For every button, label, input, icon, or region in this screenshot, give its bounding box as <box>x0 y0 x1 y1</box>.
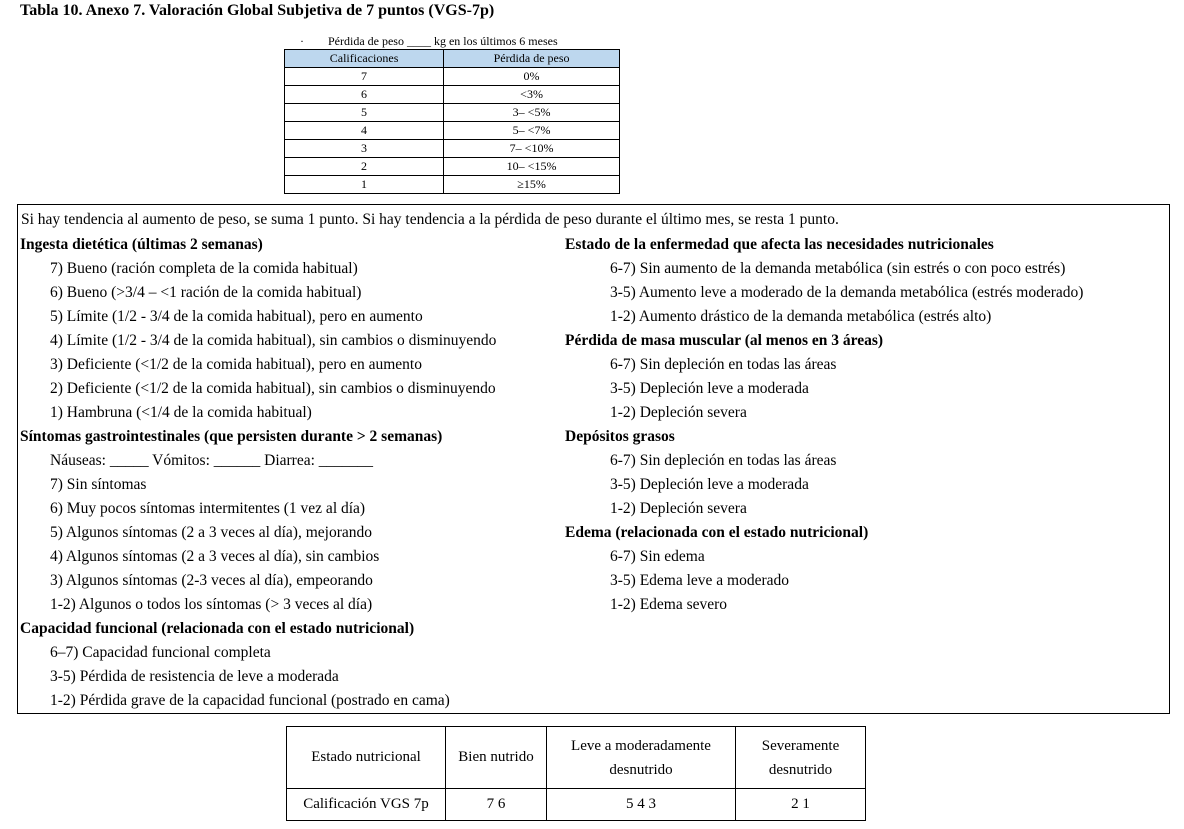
weight-caption: · Pérdida de peso ____ kg en los últimos 6 meses <box>300 34 558 48</box>
cell: 0% <box>444 68 620 86</box>
table-row <box>285 158 620 176</box>
cell: ≥15% <box>444 176 620 194</box>
list-item: 1-2) Aumento drástico de la demanda metabólica (estrés alto) <box>610 308 992 325</box>
header-cell: Pérdida de peso <box>444 50 620 68</box>
right-column <box>565 233 1165 617</box>
list-item: 4) Límite (1/2 - 3/4 de la comida habitual), sin cambios o disminuyendo <box>50 332 497 349</box>
cell: Bien nutrido <box>446 727 547 789</box>
cell: 6 <box>285 86 444 104</box>
list-item: 3-5) Depleción leve a moderada <box>610 476 809 493</box>
section-heading: Pérdida de masa muscular (al menos en 3 áreas) <box>565 332 884 349</box>
list-item: 2) Deficiente (<1/2 de la comida habitual), sin cambios o disminuyendo <box>50 380 496 397</box>
intro-text: Si hay tendencia al aumento de peso, se suma 1 punto. Si hay tendencia a la pérdida de peso durante el último mes, se resta 1 punto. <box>21 211 839 228</box>
list-item: 3-5) Aumento leve a moderado de la demanda metabólica (estrés moderado) <box>610 284 1084 301</box>
list-item: 6) Bueno (>3/4 – <1 ración de la comida habitual) <box>50 284 362 301</box>
list-item: 1-2) Algunos o todos los síntomas (> 3 veces al día) <box>50 596 373 613</box>
cell: 2 1 <box>736 789 866 821</box>
cell: 3– <5% <box>444 104 620 122</box>
cell: 2 <box>285 158 444 176</box>
table-row <box>285 104 620 122</box>
table-row <box>285 140 620 158</box>
cell: 5 4 3 <box>547 789 736 821</box>
cell: 4 <box>285 122 444 140</box>
cell: 10– <15% <box>444 158 620 176</box>
table-row <box>285 68 620 86</box>
list-item: 5) Algunos síntomas (2 a 3 veces al día), mejorando <box>50 524 372 541</box>
cell: Leve a moderadamente desnutrido <box>547 727 736 789</box>
list-item: 1-2) Pérdida grave de la capacidad funcional (postrado en cama) <box>50 692 450 709</box>
list-item: 4) Algunos síntomas (2 a 3 veces al día), sin cambios <box>50 548 380 565</box>
section-heading: Estado de la enfermedad que afecta las necesidades nutricionales <box>565 236 994 253</box>
cell: Severamente desnutrido <box>736 727 866 789</box>
cell: 5 <box>285 104 444 122</box>
list-item: 6-7) Sin depleción en todas las áreas <box>610 452 837 469</box>
cell: 7– <10% <box>444 140 620 158</box>
list-item: 1-2) Edema severo <box>610 596 728 613</box>
weight-loss-table <box>284 49 620 194</box>
table-row <box>285 122 620 140</box>
list-item: 3) Deficiente (<1/2 de la comida habitual), pero en aumento <box>50 356 422 373</box>
table-title: Tabla 10. Anexo 7. Valoración Global Subjetiva de 7 puntos (VGS-7p) <box>20 2 495 19</box>
list-item: 7) Bueno (ración completa de la comida habitual) <box>50 260 358 277</box>
section-heading: Ingesta dietética (últimas 2 semanas) <box>20 236 263 253</box>
list-item: 6-7) Sin aumento de la demanda metabólica (sin estrés o con poco estrés) <box>610 260 1066 277</box>
section-heading: Depósitos grasos <box>565 428 675 445</box>
cell: <3% <box>444 86 620 104</box>
table-row <box>285 86 620 104</box>
list-item: 6-7) Sin edema <box>610 548 705 565</box>
list-item: 3) Algunos síntomas (2-3 veces al día), empeorando <box>50 572 373 589</box>
cell: 5– <7% <box>444 122 620 140</box>
cell: Estado nutricional <box>287 727 446 789</box>
list-item: 3-5) Depleción leve a moderada <box>610 380 809 397</box>
list-item: 1) Hambruna (<1/4 de la comida habitual) <box>50 404 312 421</box>
table-row <box>285 176 620 194</box>
list-item: 1-2) Depleción severa <box>610 404 747 421</box>
cell: 1 <box>285 176 444 194</box>
status-table <box>286 726 866 821</box>
header-cell: Calificaciones <box>285 50 444 68</box>
list-item: 1-2) Depleción severa <box>610 500 747 517</box>
criteria-box <box>17 204 1170 714</box>
list-item: 6-7) Sin depleción en todas las áreas <box>610 356 837 373</box>
list-item: 6) Muy pocos síntomas intermitentes (1 vez al día) <box>50 500 366 517</box>
section-heading: Síntomas gastrointestinales (que persisten durante > 2 semanas) <box>20 428 443 445</box>
list-item: 3-5) Edema leve a moderado <box>610 572 790 589</box>
section-heading: Capacidad funcional (relacionada con el estado nutricional) <box>20 620 415 637</box>
left-column <box>20 233 561 713</box>
cell: 7 <box>285 68 444 86</box>
list-item: 5) Límite (1/2 - 3/4 de la comida habitual), pero en aumento <box>50 308 423 325</box>
list-item: 6–7) Capacidad funcional completa <box>50 644 271 661</box>
list-item: Náuseas: _____ Vómitos: ______ Diarrea: _______ <box>50 452 374 469</box>
cell: Calificación VGS 7p <box>287 789 446 821</box>
cell: 7 6 <box>446 789 547 821</box>
section-heading: Edema (relacionada con el estado nutricional) <box>565 524 869 541</box>
cell: 3 <box>285 140 444 158</box>
list-item: 7) Sin síntomas <box>50 476 147 493</box>
list-item: 3-5) Pérdida de resistencia de leve a moderada <box>50 668 339 685</box>
